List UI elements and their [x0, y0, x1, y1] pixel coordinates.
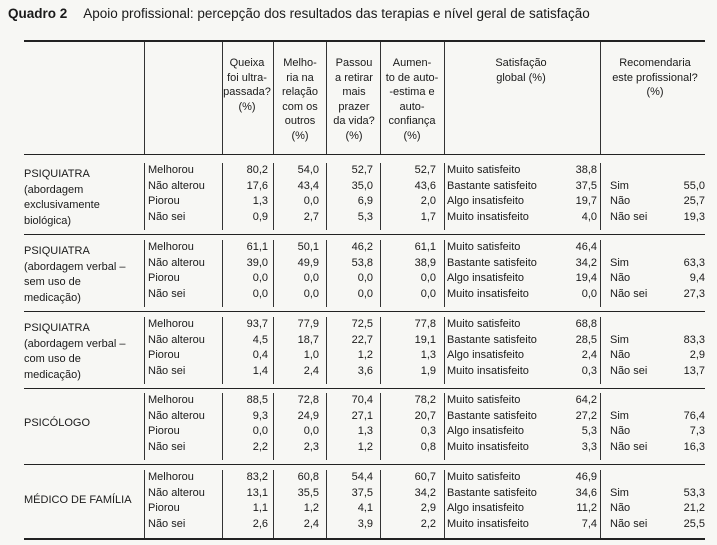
- group-separator: [24, 234, 705, 235]
- recommend-value: 2,9: [689, 349, 705, 361]
- value-autoestima: 0,0: [420, 287, 436, 300]
- value-queixa: 39,0: [246, 256, 268, 269]
- row-label: Não sei: [148, 287, 186, 300]
- value-melhoria: 54,0: [297, 164, 319, 176]
- group-divider-3: [380, 317, 381, 384]
- value-prazer: 46,2: [351, 241, 373, 253]
- satisfaction-value: 46,9: [575, 471, 597, 483]
- value-melhoria: 0,0: [303, 425, 319, 437]
- value-queixa: 0,0: [252, 425, 268, 437]
- recommend-value: 53,3: [683, 486, 705, 499]
- satisfaction-value: 7,4: [581, 517, 597, 530]
- recommend-label: Sim: [610, 256, 629, 269]
- value-autoestima: 20,7: [414, 409, 436, 422]
- recommend-label: Não sei: [610, 517, 648, 530]
- value-melhoria: 2,3: [303, 440, 319, 453]
- value-prazer: 1,3: [357, 425, 373, 437]
- satisfaction-label: Muito insatisfeito: [447, 287, 529, 300]
- category-label: medicação): [24, 368, 81, 381]
- row-label: Piorou: [148, 195, 180, 207]
- satisfaction-label: Algo insatisfeito: [447, 195, 525, 207]
- recommend-value: 16,3: [683, 440, 705, 453]
- satisfaction-label: Muito satisfeito: [447, 471, 521, 483]
- value-melhoria: 49,9: [297, 256, 319, 269]
- value-autoestima: 0,0: [420, 272, 436, 284]
- value-queixa: 88,5: [246, 394, 268, 406]
- value-melhoria: 2,4: [303, 517, 319, 530]
- recommend-value: 7,3: [689, 425, 705, 437]
- satisfaction-label: Bastante satisfeito: [447, 333, 537, 346]
- value-queixa: 2,2: [252, 440, 268, 453]
- value-melhoria: 24,9: [297, 409, 319, 422]
- group-divider-4: [444, 317, 445, 384]
- header-divider-4: [444, 42, 445, 154]
- value-autoestima: 78,2: [414, 394, 436, 406]
- value-melhoria: 60,8: [297, 471, 319, 483]
- category-label: sem uso de: [24, 276, 81, 288]
- group-separator: [24, 311, 705, 312]
- value-autoestima: 60,7: [414, 471, 436, 483]
- value-melhoria: 1,2: [303, 502, 319, 514]
- header-autoestima: Aumen- to de auto- -estima e auto- confiança (%): [385, 57, 439, 142]
- value-prazer: 3,9: [357, 517, 373, 530]
- recommend-label: Não sei: [610, 364, 648, 377]
- value-queixa: 0,0: [252, 272, 268, 284]
- satisfaction-value: 37,5: [575, 179, 597, 192]
- group-separator: [24, 464, 705, 465]
- value-prazer: 1,2: [357, 349, 373, 361]
- value-autoestima: 1,7: [420, 210, 436, 223]
- satisfaction-value: 2,4: [581, 349, 597, 361]
- value-prazer: 4,1: [357, 502, 373, 514]
- value-autoestima: 77,8: [414, 318, 436, 330]
- value-queixa: 9,3: [252, 409, 268, 422]
- satisfaction-label: Bastante satisfeito: [447, 486, 537, 499]
- category-label: PSIQUIATRA: [24, 322, 90, 334]
- value-prazer: 0,0: [357, 287, 373, 300]
- row-label: Não alterou: [148, 333, 205, 346]
- recommend-value: 83,3: [683, 333, 705, 346]
- recommend-label: Não sei: [610, 210, 648, 223]
- value-autoestima: 2,2: [420, 517, 436, 530]
- value-autoestima: 1,3: [420, 349, 436, 361]
- category-label: exclusivamente: [24, 199, 100, 211]
- satisfaction-label: Bastante satisfeito: [447, 409, 537, 422]
- value-autoestima: 19,1: [414, 333, 436, 346]
- group-divider-5: [600, 317, 601, 384]
- satisfaction-label: Muito satisfeito: [447, 394, 521, 406]
- row-label: Não alterou: [148, 256, 205, 269]
- value-melhoria: 72,8: [297, 394, 319, 406]
- satisfaction-value: 46,4: [575, 241, 597, 253]
- category-label: (abordagem verbal –: [24, 260, 126, 273]
- group-divider-5: [600, 163, 601, 230]
- value-queixa: 0,4: [252, 349, 268, 361]
- row-label: Melhorou: [148, 471, 194, 483]
- category-label: PSICÓLOGO: [24, 417, 91, 430]
- value-queixa: 83,2: [246, 471, 268, 483]
- value-queixa: 0,9: [252, 210, 268, 223]
- value-prazer: 72,5: [351, 318, 373, 330]
- satisfaction-label: Algo insatisfeito: [447, 502, 525, 514]
- satisfaction-value: 11,2: [576, 502, 597, 514]
- satisfaction-label: Bastante satisfeito: [447, 256, 537, 269]
- category-label: com uso de: [24, 353, 81, 365]
- category-label: (abordagem verbal –: [24, 337, 126, 350]
- header-satisfacao: Satisfação global (%): [495, 57, 547, 84]
- header-melhoria: Melho- ria na relação com os outros (%): [281, 57, 319, 142]
- recommend-value: 27,3: [683, 287, 705, 300]
- value-queixa: 1,4: [252, 364, 268, 377]
- value-prazer: 0,0: [357, 272, 373, 284]
- recommend-value: 9,4: [689, 272, 705, 284]
- value-queixa: 0,0: [252, 287, 268, 300]
- satisfaction-label: Muito insatisfeito: [447, 210, 529, 223]
- satisfaction-value: 27,2: [575, 409, 597, 422]
- group-divider-3: [380, 163, 381, 230]
- recommend-label: Não sei: [610, 287, 648, 300]
- recommend-value: 76,4: [683, 409, 705, 422]
- satisfaction-value: 28,5: [575, 333, 597, 346]
- value-prazer: 6,9: [357, 195, 373, 207]
- group-divider-5: [600, 470, 601, 538]
- value-melhoria: 1,0: [303, 349, 319, 361]
- row-label: Não sei: [148, 440, 186, 453]
- row-label: Melhorou: [148, 394, 194, 406]
- row-label: Piorou: [148, 272, 180, 284]
- satisfaction-label: Muito insatisfeito: [447, 517, 529, 530]
- recommend-label: Não: [610, 349, 631, 361]
- value-melhoria: 0,0: [303, 195, 319, 207]
- value-melhoria: 18,7: [297, 333, 319, 346]
- value-autoestima: 2,9: [420, 502, 436, 514]
- value-autoestima: 43,6: [414, 179, 436, 192]
- recommend-value: 25,7: [683, 195, 705, 207]
- value-prazer: 54,4: [351, 471, 373, 483]
- group-separator: [24, 388, 705, 389]
- value-prazer: 70,4: [351, 394, 373, 406]
- bottom-rule: [24, 538, 705, 540]
- value-prazer: 22,7: [351, 333, 373, 346]
- value-autoestima: 38,9: [414, 256, 436, 269]
- row-label: Melhorou: [148, 164, 194, 176]
- value-prazer: 37,5: [351, 486, 373, 499]
- table-title: [8, 6, 590, 21]
- value-autoestima: 0,3: [420, 425, 436, 437]
- value-melhoria: 77,9: [297, 318, 319, 330]
- group-divider-row-label: [144, 163, 145, 230]
- row-label: Não alterou: [148, 409, 205, 422]
- table-number: Quadro 2: [8, 6, 68, 21]
- category-label: biológica): [24, 214, 72, 227]
- satisfaction-value: 4,0: [581, 210, 597, 223]
- recommend-label: Não: [610, 502, 631, 514]
- satisfaction-value: 19,7: [575, 195, 597, 207]
- row-label: Piorou: [148, 425, 180, 437]
- group-divider-4: [444, 163, 445, 230]
- value-queixa: 1,3: [252, 195, 268, 207]
- group-divider-row-label: [144, 240, 145, 307]
- group-divider-4: [444, 470, 445, 538]
- value-autoestima: 1,9: [420, 364, 436, 377]
- value-melhoria: 43,4: [297, 179, 319, 192]
- recommend-value: 19,3: [683, 210, 705, 223]
- value-prazer: 5,3: [357, 210, 373, 223]
- value-queixa: 13,1: [246, 486, 268, 499]
- value-autoestima: 52,7: [414, 164, 436, 176]
- value-prazer: 53,8: [351, 256, 373, 269]
- value-melhoria: 2,7: [303, 210, 319, 223]
- group-divider-row-label: [144, 470, 145, 538]
- value-autoestima: 2,0: [420, 195, 436, 207]
- satisfaction-label: Muito insatisfeito: [447, 364, 529, 377]
- value-queixa: 4,5: [252, 333, 268, 346]
- table-caption: Apoio profissional: percepção dos resultados das terapias e nível geral de satisfação: [83, 6, 590, 21]
- value-melhoria: 0,0: [303, 272, 319, 284]
- satisfaction-value: 34,2: [575, 256, 597, 269]
- group-divider-3: [380, 470, 381, 538]
- value-prazer: 3,6: [357, 364, 373, 377]
- value-melhoria: 2,4: [303, 364, 319, 377]
- recommend-value: 13,7: [683, 364, 705, 377]
- recommend-value: [655, 393, 705, 408]
- group-divider-4: [444, 240, 445, 307]
- satisfaction-label: Algo insatisfeito: [447, 425, 525, 437]
- recommend-value: [655, 240, 705, 255]
- group-divider-3: [380, 393, 381, 460]
- value-autoestima: 61,1: [414, 241, 436, 253]
- satisfaction-label: Muito satisfeito: [447, 318, 521, 330]
- value-autoestima: 0,8: [420, 440, 436, 453]
- value-prazer: 35,0: [351, 179, 373, 192]
- row-label: Não alterou: [148, 179, 205, 192]
- satisfaction-value: 64,2: [575, 394, 597, 406]
- category-label: MÉDICO DE FAMÍLIA: [24, 494, 132, 507]
- group-divider-row-label: [144, 393, 145, 460]
- recommend-value: [655, 470, 705, 485]
- value-melhoria: 35,5: [297, 486, 319, 499]
- satisfaction-label: Algo insatisfeito: [447, 272, 525, 284]
- group-divider-5: [600, 393, 601, 460]
- top-rule: [24, 40, 705, 42]
- satisfaction-label: Algo insatisfeito: [447, 349, 525, 361]
- satisfaction-value: 0,0: [581, 287, 597, 300]
- satisfaction-value: 38,8: [575, 164, 597, 176]
- value-queixa: 80,2: [246, 164, 268, 176]
- value-queixa: 2,6: [252, 517, 268, 530]
- row-label: Não sei: [148, 517, 186, 530]
- group-divider-3: [380, 240, 381, 307]
- recommend-value: 63,3: [683, 256, 705, 269]
- category-label: (abordagem: [24, 183, 84, 196]
- row-label: Não sei: [148, 364, 186, 377]
- header-recomendaria: Recomendaria este profissional? (%): [612, 57, 698, 99]
- header-queixa: Queixa foi ultra- passada? (%): [223, 57, 271, 113]
- group-divider-5: [600, 240, 601, 307]
- recommend-value: 25,5: [683, 517, 705, 530]
- recommend-value: 55,0: [683, 179, 705, 192]
- recommend-label: Sim: [610, 409, 629, 422]
- recommend-label: Não: [610, 425, 631, 437]
- value-autoestima: 34,2: [414, 486, 436, 499]
- satisfaction-value: 68,8: [575, 318, 597, 330]
- recommend-value: 21,2: [683, 502, 705, 514]
- group-divider-4: [444, 393, 445, 460]
- recommend-value: [655, 163, 705, 178]
- row-label: Não alterou: [148, 486, 205, 499]
- row-label: Melhorou: [148, 241, 194, 253]
- value-queixa: 17,6: [246, 179, 268, 192]
- satisfaction-label: Bastante satisfeito: [447, 179, 537, 192]
- row-label: Piorou: [148, 349, 180, 361]
- category-label: PSIQUIATRA: [24, 245, 90, 257]
- recommend-value: [655, 317, 705, 332]
- value-prazer: 52,7: [351, 164, 373, 176]
- value-queixa: 1,1: [252, 502, 268, 514]
- satisfaction-value: 3,3: [581, 440, 597, 453]
- category-label: medicação): [24, 291, 81, 304]
- row-label: Não sei: [148, 210, 186, 223]
- row-label: Melhorou: [148, 318, 194, 330]
- recommend-label: Não: [610, 195, 631, 207]
- header-prazer: Passou a retirar mais prazer da vida? (%): [333, 57, 375, 142]
- row-label: Piorou: [148, 502, 180, 514]
- value-prazer: 27,1: [351, 409, 373, 422]
- value-prazer: 1,2: [357, 440, 373, 453]
- header-divider-row-label: [144, 42, 145, 154]
- recommend-label: Não sei: [610, 440, 648, 453]
- satisfaction-value: 5,3: [581, 425, 597, 437]
- value-queixa: 61,1: [246, 241, 268, 253]
- satisfaction-label: Muito satisfeito: [447, 241, 521, 253]
- satisfaction-label: Muito insatisfeito: [447, 440, 529, 453]
- recommend-label: Sim: [610, 333, 629, 346]
- satisfaction-value: 34,6: [575, 486, 597, 499]
- value-melhoria: 50,1: [297, 241, 319, 253]
- value-queixa: 93,7: [246, 318, 268, 330]
- satisfaction-value: 0,3: [581, 364, 597, 377]
- value-melhoria: 0,0: [303, 287, 319, 300]
- recommend-label: Sim: [610, 179, 629, 192]
- recommend-label: Sim: [610, 486, 629, 499]
- satisfaction-label: Muito satisfeito: [447, 164, 521, 176]
- recommend-label: Não: [610, 272, 631, 284]
- group-divider-row-label: [144, 317, 145, 384]
- category-label: PSIQUIATRA: [24, 168, 90, 180]
- satisfaction-value: 19,4: [575, 272, 597, 284]
- header-rule: [24, 154, 705, 155]
